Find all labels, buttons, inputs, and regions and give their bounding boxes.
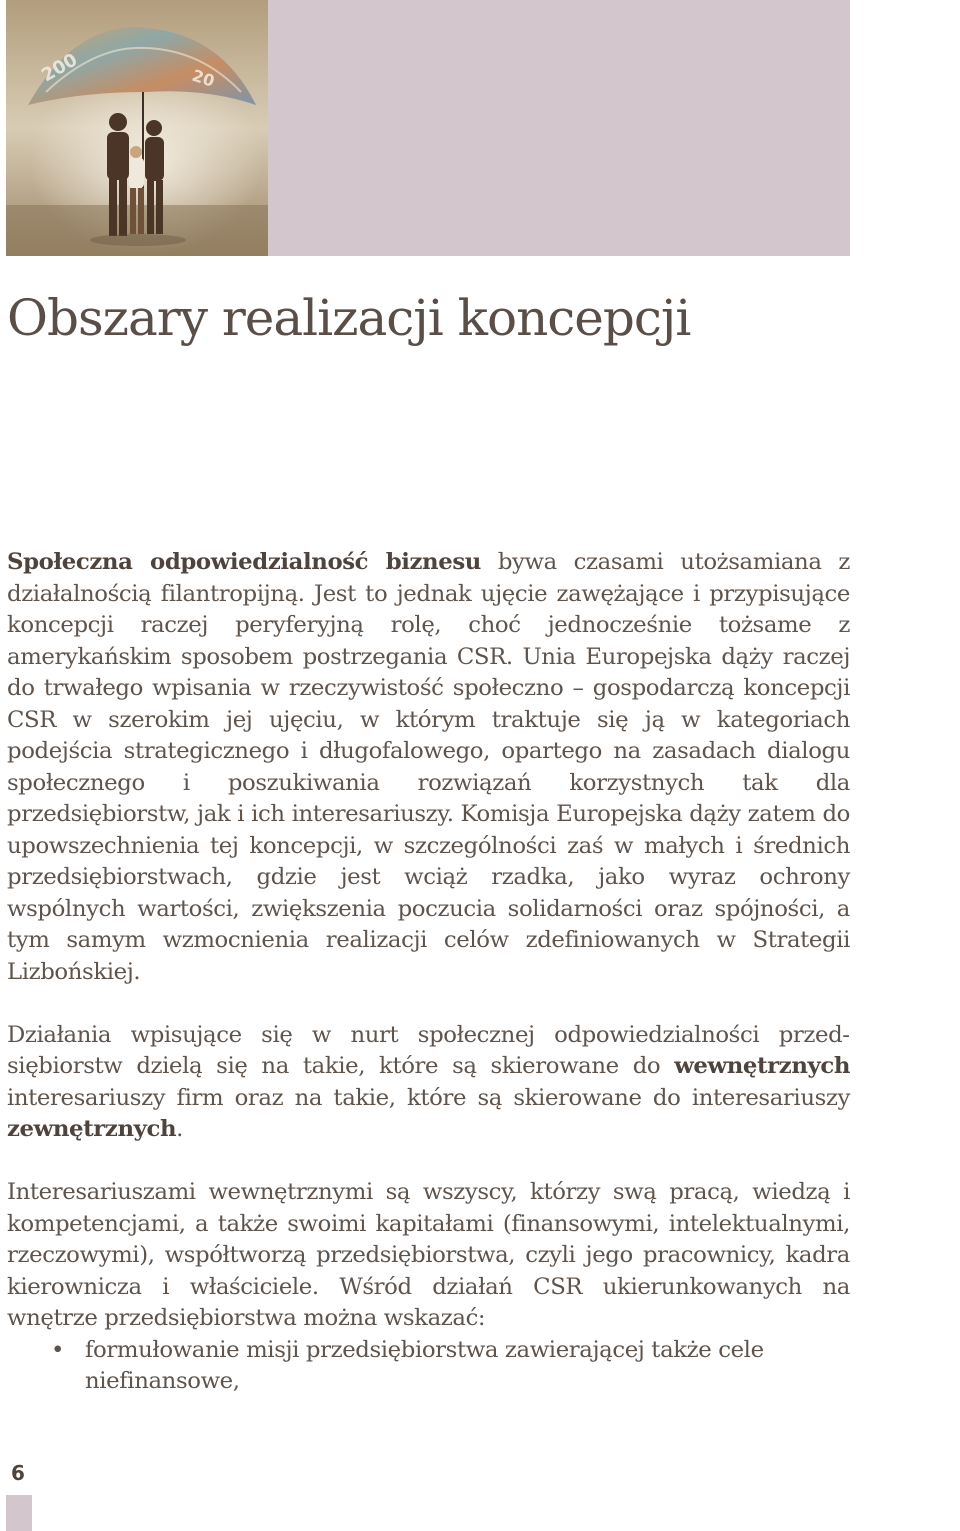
page-tab-marker <box>6 1495 32 1531</box>
family-umbrella-banknotes-image <box>6 0 268 256</box>
bullet-icon: • <box>51 1336 65 1363</box>
paragraph-stakeholders <box>7 1020 850 1146</box>
body-text <box>7 547 850 1398</box>
bullet-list <box>7 1335 850 1398</box>
bold-term-internal: wewnętrznych <box>674 1053 850 1079</box>
bold-term-csr: Społeczna odpowiedzialność biznesu <box>7 549 481 575</box>
paragraph-internal-stakeholders: Interesariuszami wewnętrznymi są wszyscy, którzy swą pracą, wiedzą i kompetencjami, a także swoimi kapitałami (finansowymi, intelektualnymi, rzeczowymi), współtworzą przedsiębiorstwa, czyli jego pracownicy, kadra kierownicza i właściciele. Wśród działań CSR ukierunkowanych na wnętrze przedsiębiorstwa można wskazać: <box>7 1179 850 1331</box>
paragraph-stakeholders-text-mid: interesariuszy firm oraz na takie, które są skierowane do interesariuszy <box>7 1084 850 1111</box>
list-item <box>51 1335 850 1398</box>
page-title: Obszary realizacji koncepcji <box>7 289 691 347</box>
paragraph-stakeholders-text-start: Działania wpisujące się w nurt społecznej odpowiedzialności przedsiębiorstw dzielą się na takie, które są skierowane do <box>7 1021 850 1079</box>
page-number: 6 <box>11 1461 25 1485</box>
header-photo <box>6 0 268 256</box>
paragraph-csr-intro <box>7 547 850 988</box>
list-item-text: formułowanie misji przedsiębiorstwa zawierającej także cele niefinansowe, <box>85 1336 764 1394</box>
svg-text:200: 200 <box>38 49 82 87</box>
paragraph-stakeholders-text-end: . <box>176 1116 183 1142</box>
paragraph-csr-intro-text: bywa czasami utożsamiana z działalnością filantropijną. Jest to jednak ujęcie zawężające i przypisujące koncepcji raczej peryferyjną rolę, choć jednocześnie tożsame z amerykańskim sposobem postrzegania CSR. Unia Europejska dąży raczej do trwałego wpisania w rzeczywistość społeczno – gospodarczą koncepcji CSR w szerokim jej ujęciu, w którym traktuje się ją w kategoriach podejścia strategicznego i długofalowego, opartego na zasadach dialogu społecznego i poszukiwania rozwiązań korzystnych tak dla przedsiębiorstw, jak i ich interesariuszy. Komisja Europejska dąży zatem do upowszechnienia tej koncepcji, w szczególności zaś w małych i średnich przedsiębiorstwach, gdzie jest wciąż rzadka, jako wyraz ochrony wspólnych wartości, zwiększenia poczucia solidarności oraz spójności, a tym samym wzmocnienia realizacji celów zdefiniowanych w Strategii Lizbońskiej. <box>7 549 850 985</box>
header-color-block <box>268 0 850 256</box>
svg-text:20: 20 <box>189 65 217 91</box>
bold-term-external: zewnętrznych <box>7 1116 177 1142</box>
